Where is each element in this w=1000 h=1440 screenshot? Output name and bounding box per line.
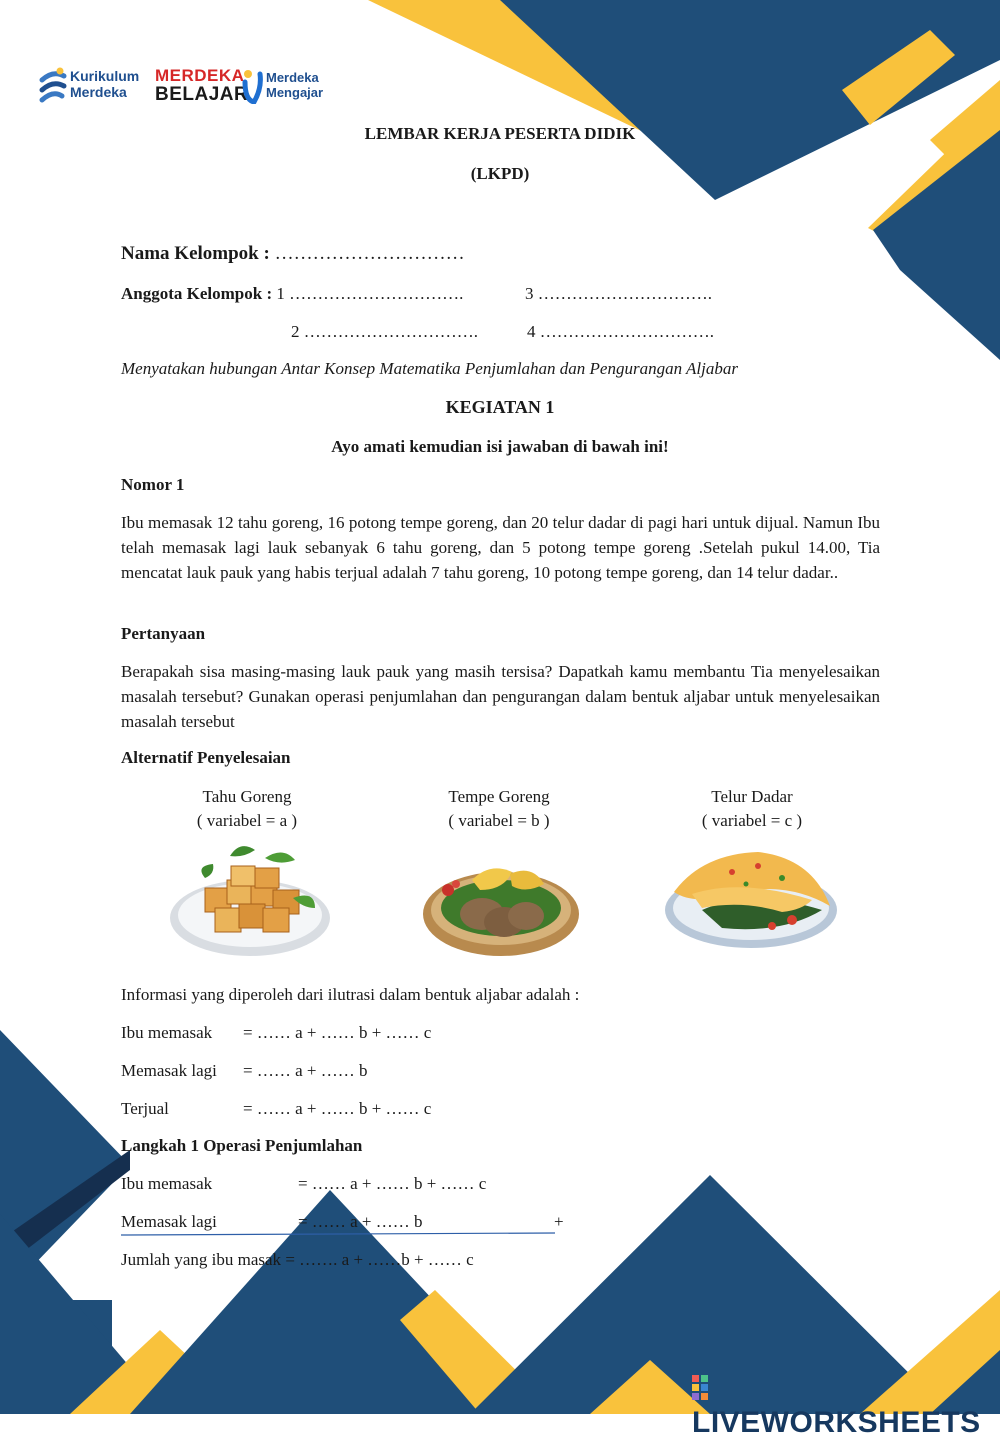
food-label-tempe	[399, 785, 599, 833]
group-name-label: Nama Kelompok :	[121, 243, 270, 264]
activity-title: KEGIATAN 1	[445, 397, 555, 417]
liveworksheets-brand	[692, 1372, 1000, 1440]
info-row-expr[interactable]: = …… a + …… b	[243, 1061, 368, 1080]
step1-row	[121, 1174, 486, 1194]
group-members-label: Anggota Kelompok :	[121, 284, 273, 303]
fried-tofu-illustration	[165, 838, 335, 966]
info-row	[121, 1023, 431, 1043]
kurikulum-merdeka-logo	[38, 66, 148, 106]
logo-text-line: Merdeka	[266, 70, 319, 85]
member-blank-3[interactable]: 3 ………………………….	[525, 284, 712, 303]
merdeka-mengajar-icon	[242, 68, 264, 104]
info-row-expr[interactable]: = …… a + …… b + …… c	[243, 1099, 432, 1118]
omelette-illustration	[662, 848, 840, 952]
member-blank-2[interactable]: 2 ………………………….	[291, 322, 478, 341]
step1-row-expr[interactable]: = …… a + …… b	[298, 1212, 423, 1231]
food-variable: ( variabel = c )	[701, 811, 803, 830]
question-text: Berapakah sisa masing-masing lauk pauk yang masih tersisa? Dapatkah kamu membantu Tia menyelesaikan masalah tersebut? Gunakan operasi penjumlahan dan pengurangan dalam bentuk aljabar untuk menyelesaikan masalah tersebut	[121, 662, 880, 731]
info-row	[121, 1099, 431, 1119]
info-row	[121, 1061, 367, 1081]
step1-row-expr[interactable]: = ……. a + ……b + …… c	[285, 1250, 474, 1269]
kurikulum-merdeka-icon	[38, 66, 68, 104]
logo-text-line: MERDEKA	[155, 66, 245, 85]
info-row-label: Memasak lagi	[121, 1061, 217, 1080]
group-name-field	[121, 243, 465, 265]
food-name: Telur Dadar	[711, 787, 793, 806]
member-blank-4[interactable]: 4 ………………………….	[527, 322, 714, 341]
merdeka-belajar-logo	[155, 66, 248, 104]
food-variable: ( variabel = b )	[448, 811, 550, 830]
food-name: Tempe Goreng	[448, 787, 550, 806]
info-row-label: Ibu memasak	[121, 1023, 213, 1042]
topic-statement: Menyatakan hubungan Antar Konsep Matematika Penjumlahan dan Pengurangan Aljabar	[121, 359, 738, 378]
group-members-field	[121, 284, 463, 304]
food-name: Tahu Goreng	[202, 787, 292, 806]
food-label-telur	[652, 785, 852, 833]
member-blank-1[interactable]: 1 ………………………….	[276, 284, 464, 303]
fried-tempeh-illustration	[420, 850, 582, 960]
logo-text-line: Merdeka	[70, 84, 127, 100]
info-row-expr[interactable]: = …… a + …… b + …… c	[243, 1023, 432, 1042]
page-title: LEMBAR KERJA PESERTA DIDIK	[364, 124, 636, 143]
step1-row-label: Ibu memasak	[121, 1174, 213, 1193]
food-label-tahu	[147, 785, 347, 833]
step1-row-label: Jumlah yang ibu masak	[121, 1250, 282, 1269]
liveworksheets-icon	[692, 1375, 708, 1401]
problem-story: Ibu memasak 12 tahu goreng, 16 potong tempe goreng, dan 20 telur dadar di pagi hari untuk dijual. Namun Ibu telah memasak lagi lauk sebanyak 6 tahu goreng, dan 5 potong tempe goreng .Setelah pukul 14.00, Tia mencatat lauk pauk yang habis terjual adalah 7 tahu goreng, 10 potong tempe goreng, dan 14 telur dadar..	[121, 513, 880, 582]
step1-heading: Langkah 1 Operasi Penjumlahan	[121, 1136, 363, 1155]
sum-underline	[121, 1232, 561, 1238]
group-name-blank[interactable]: …………………………	[274, 243, 465, 264]
addition-sign: +	[554, 1212, 564, 1231]
question-heading: Pertanyaan	[121, 624, 206, 643]
problem-number: Nomor 1	[121, 475, 185, 494]
logo-text-line: Kurikulum	[70, 68, 140, 84]
merdeka-mengajar-logo	[242, 68, 324, 109]
food-variable: ( variabel = a )	[196, 811, 298, 830]
info-row-label: Terjual	[121, 1099, 169, 1118]
step1-row	[121, 1212, 422, 1232]
step1-row-expr[interactable]: = …… a + …… b + …… c	[298, 1174, 487, 1193]
info-intro: Informasi yang diperoleh dari ilutrasi dalam bentuk aljabar adalah :	[121, 985, 580, 1004]
solution-heading: Alternatif Penyelesaian	[121, 748, 291, 767]
step1-row-label: Memasak lagi	[121, 1212, 217, 1231]
step1-row	[121, 1250, 474, 1270]
brand-text: LIVEWORKSHEETS	[692, 1406, 981, 1439]
logo-text-line: BELAJAR	[155, 84, 249, 105]
activity-instruction: Ayo amati kemudian isi jawaban di bawah ini!	[331, 437, 669, 456]
logo-text-line: Mengajar	[266, 85, 324, 100]
page-subtitle: (LKPD)	[470, 164, 530, 183]
